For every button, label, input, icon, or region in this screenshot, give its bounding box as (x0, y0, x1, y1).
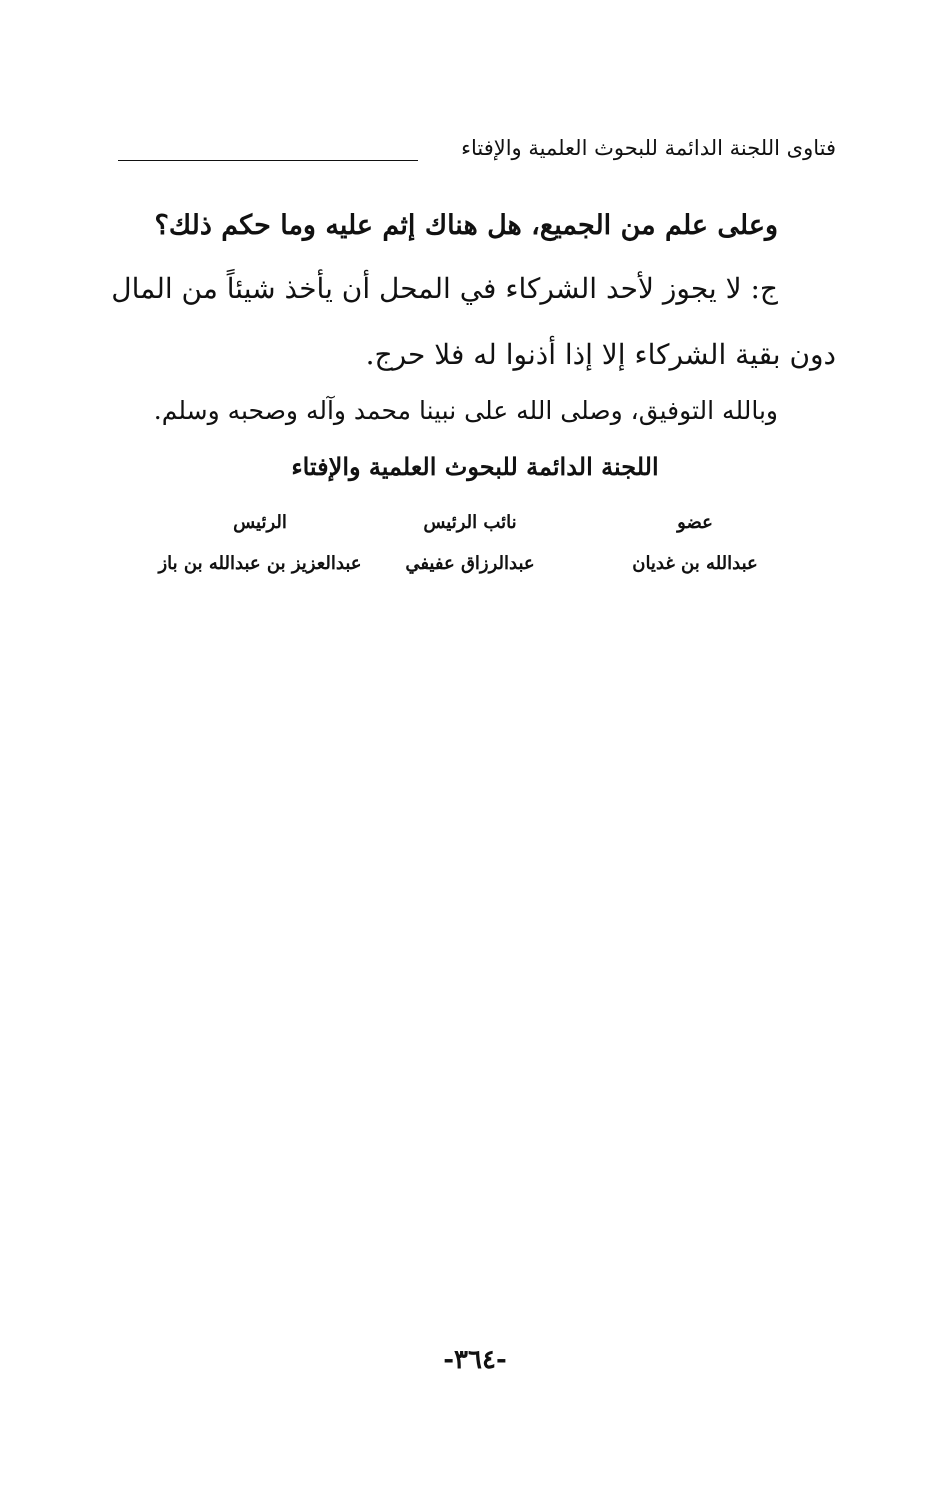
signatory-name: عبدالرزاق عفيفي (405, 553, 535, 574)
signatory-member (610, 512, 780, 574)
answer-text-line-2: دون بقية الشركاء إلا إذا أذنوا له فلا حرج. (365, 338, 836, 371)
signatory-role: عضو (677, 512, 713, 533)
signatory-vice-president (370, 512, 570, 574)
header-title: فتاوى اللجنة الدائمة للبحوث العلمية والإفتاء (461, 136, 836, 160)
closing-text: وبالله التوفيق، وصلى الله على نبينا محمد وآله وصحبه وسلم. (153, 396, 778, 425)
signatory-name: عبدالله بن غديان (632, 553, 758, 574)
signatory-president (150, 512, 370, 574)
page-number: -٣٦٤- (443, 1345, 507, 1375)
signatory-role: الرئيس (233, 512, 287, 533)
running-header (118, 136, 836, 170)
committee-name: اللجنة الدائمة للبحوث العلمية والإفتاء (291, 452, 659, 481)
signatory-name: عبدالعزيز بن عبدالله بن باز (158, 553, 362, 574)
question-text: وعلى علم من الجميع، هل هناك إثم عليه وما حكم ذلك؟ (154, 210, 778, 241)
answer-text-line-1: ج: لا يجوز لأحد الشركاء في المحل أن يأخذ شيئاً من المال (111, 272, 778, 305)
signatory-role: نائب الرئيس (423, 512, 517, 533)
header-rule (118, 160, 418, 161)
